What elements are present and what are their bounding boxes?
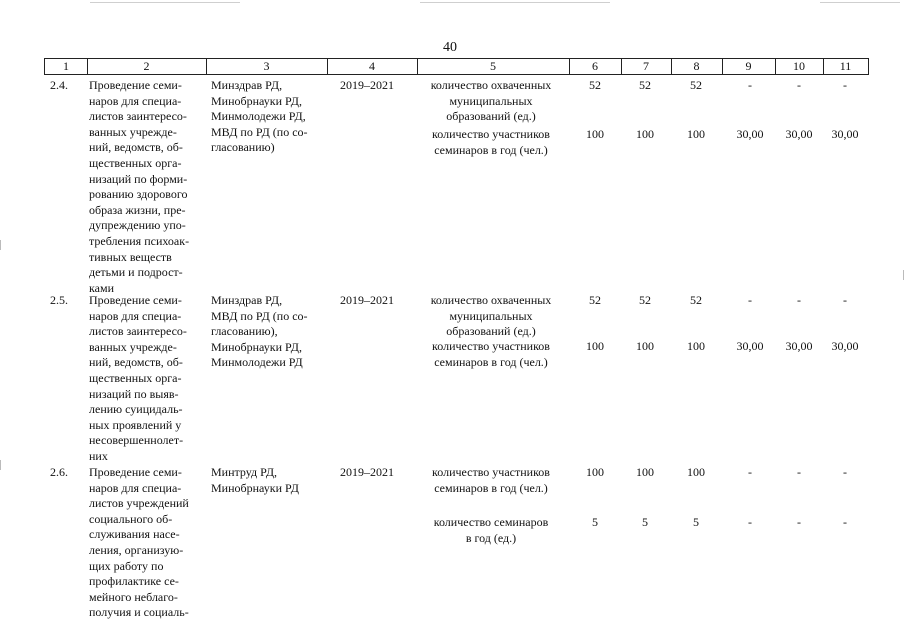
scan-mark (903, 270, 904, 280)
column-header: 7 (643, 59, 649, 73)
value-col11: - (843, 78, 847, 92)
indicator-name: количество участников семинаров в год (чел.) (432, 127, 550, 157)
event-description: Проведение семи- наров для специа- листов учреждений социального об- служивания насе- ления, организую- щих работу по профилактике се- мейного неблаго- получия и социаль- (89, 465, 189, 620)
value-col10: - (797, 515, 801, 529)
column-header: 4 (369, 59, 375, 73)
executors: Минздрав РД, Минобрнауки РД, Минмолодежи РД, МВД по РД (по со- гласованию) (211, 78, 308, 155)
value-col7: 100 (636, 339, 654, 353)
value-col8: 5 (693, 515, 699, 529)
column-header: 11 (839, 59, 852, 73)
value-col11: 30,00 (831, 127, 859, 141)
value-col9: - (748, 293, 752, 307)
value-col10: - (797, 78, 801, 92)
value-col8: 100 (687, 339, 705, 353)
period: 2019–2021 (340, 78, 394, 92)
scan-mark (0, 240, 1, 250)
event-description: Проведение семи- наров для специа- листов заинтересо- ванных учрежде- ний, ведомств, об- щественных орга- низаций по выяв- лению суицидаль- ных проявлений у несовершеннолет- них (89, 293, 187, 463)
column-header: 1 (63, 59, 69, 73)
value-col6: 52 (589, 78, 601, 92)
executors: Минтруд РД, Минобрнауки РД (211, 465, 299, 495)
indicator-name: количество охваченных муниципальных образований (ед.) (430, 78, 552, 124)
period: 2019–2021 (340, 465, 394, 479)
value-col6: 100 (586, 465, 604, 479)
column-header: 2 (143, 59, 150, 73)
value-col11: - (843, 515, 847, 529)
value-col9: 30,00 (736, 127, 764, 141)
column-header: 3 (263, 59, 270, 73)
value-col7: 100 (636, 127, 654, 141)
indicator-name: количество семинаров в год (ед.) (433, 515, 549, 545)
value-col6: 5 (592, 515, 598, 529)
column-header: 6 (592, 59, 598, 73)
value-col8: 100 (687, 127, 705, 141)
value-col10: - (797, 293, 801, 307)
event-description: Проведение семи- наров для специа- листов заинтересо- ванных учрежде- ний, ведомств, об- щественных орга- низаций по форми- рованию здорового образа жизни, пре- дупреждению упо- требления психоак- тивных веществ детьми и подрост- ками (89, 78, 190, 295)
value-col8: 52 (690, 293, 702, 307)
value-col10: - (797, 465, 801, 479)
value-col8: 100 (687, 465, 705, 479)
value-col7: 52 (639, 293, 651, 307)
value-col10: 30,00 (785, 127, 813, 141)
executors: Минздрав РД, МВД по РД (по со- гласованию), Минобрнауки РД, Минмолодежи РД (211, 293, 308, 370)
scan-mark (0, 460, 1, 470)
row-number: 2.6. (50, 465, 68, 479)
period: 2019–2021 (340, 293, 394, 307)
value-col11: - (843, 293, 847, 307)
indicator-name: количество участников семинаров в год (чел.) (432, 339, 550, 369)
indicator-name: количество участников семинаров в год (чел.) (432, 465, 550, 495)
scan-line (90, 2, 240, 3)
value-col6: 52 (589, 293, 601, 307)
indicator-name: количество охваченных муниципальных образований (ед.) (430, 293, 552, 339)
column-header: 10 (793, 59, 805, 73)
value-col9: - (748, 78, 752, 92)
value-col7: 5 (642, 515, 648, 529)
value-col7: 52 (639, 78, 651, 92)
column-header: 9 (745, 59, 752, 73)
value-col10: 30,00 (785, 339, 813, 353)
value-col11: - (843, 465, 847, 479)
value-col6: 100 (586, 339, 604, 353)
value-col9: 30,00 (736, 339, 764, 353)
row-number: 2.5. (50, 293, 68, 307)
value-col7: 100 (636, 465, 654, 479)
row-number: 2.4. (50, 78, 68, 92)
column-header: 5 (490, 59, 496, 73)
value-col8: 52 (690, 78, 702, 92)
scan-line (820, 2, 900, 3)
value-col11: 30,00 (831, 339, 859, 353)
value-col9: - (748, 465, 752, 479)
scan-line (420, 2, 610, 3)
column-header: 8 (693, 59, 700, 73)
value-col6: 100 (586, 127, 604, 141)
table-header (44, 58, 869, 75)
value-col9: - (748, 515, 752, 529)
page-number: 40 (443, 40, 457, 55)
